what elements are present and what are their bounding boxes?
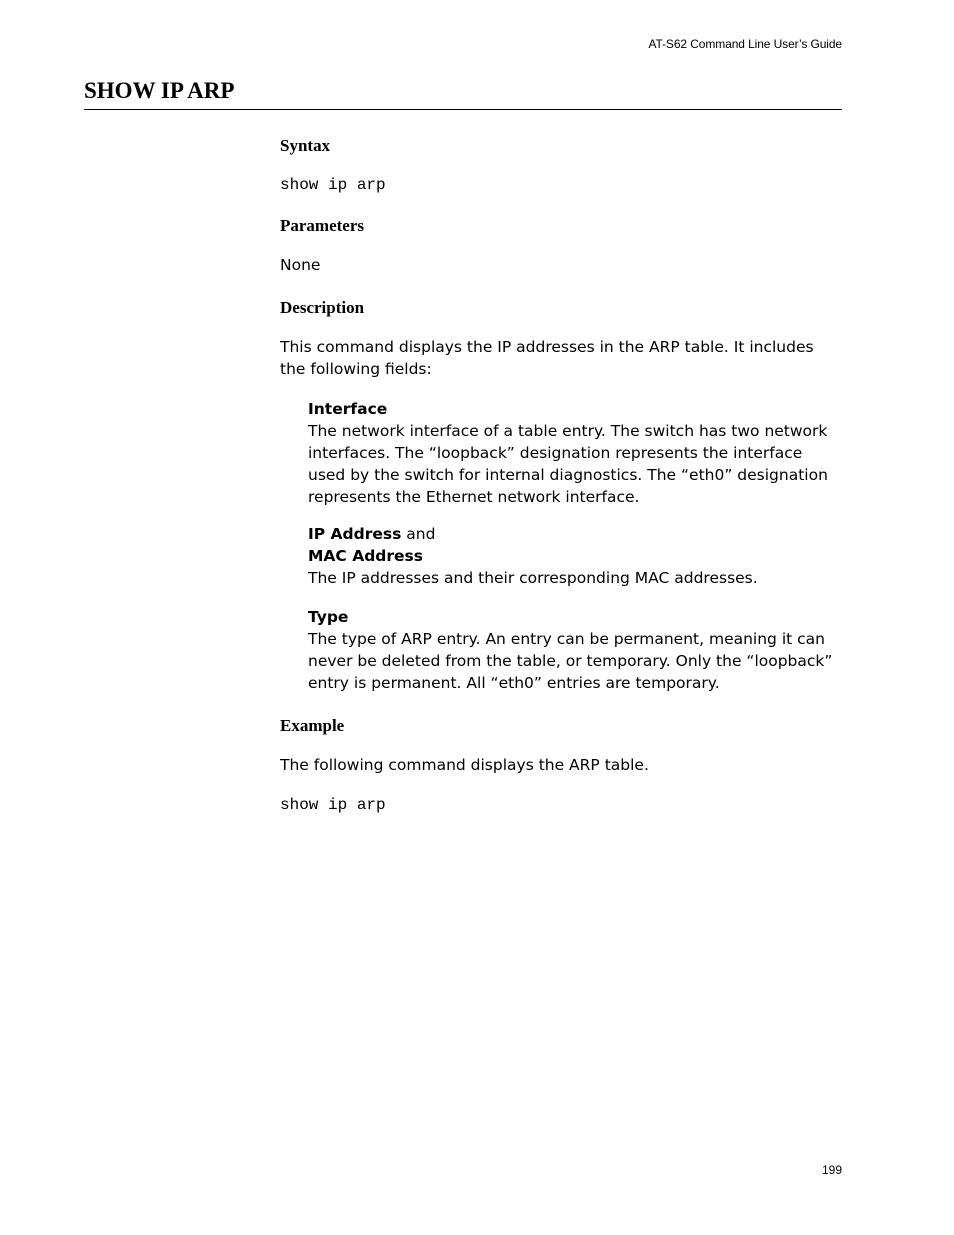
field-term: IP Address xyxy=(308,525,402,543)
description-intro: This command displays the IP addresses in the ARP table. It includes the following fields: xyxy=(280,338,814,378)
page-number: 199 xyxy=(821,1163,842,1177)
parameters-heading: Parameters xyxy=(280,216,365,235)
example-code: show ip arp xyxy=(280,796,386,814)
field-interface xyxy=(308,398,842,508)
parameters-text: None xyxy=(280,256,321,274)
field-ip-mac-address xyxy=(308,523,842,589)
field-type xyxy=(308,606,842,694)
field-text: The IP addresses and their corresponding MAC addresses. xyxy=(308,569,758,587)
syntax-section xyxy=(280,136,842,194)
field-term-line xyxy=(308,523,842,545)
description-section xyxy=(280,298,842,694)
syntax-code: show ip arp xyxy=(280,176,386,194)
field-text: The network interface of a table entry. The switch has two network interfaces. The “loopback” designation represents the interface used by the switch for internal diagnostics. The “eth0” designation represents the Ethernet network interface. xyxy=(308,422,828,506)
syntax-heading: Syntax xyxy=(280,136,331,155)
page-title: SHOW IP ARP xyxy=(84,78,235,103)
example-section xyxy=(280,716,842,814)
content-body xyxy=(280,136,842,814)
example-text: The following command displays the ARP table. xyxy=(280,756,649,774)
title-rule xyxy=(84,109,842,110)
field-term: Type xyxy=(308,608,349,626)
field-term: Interface xyxy=(308,400,388,418)
running-header: AT-S62 Command Line User’s Guide xyxy=(648,37,842,51)
field-term-secondary: MAC Address xyxy=(308,547,423,565)
parameters-section xyxy=(280,216,842,276)
field-joiner: and xyxy=(401,525,436,543)
example-heading: Example xyxy=(280,716,345,735)
field-text: The type of ARP entry. An entry can be permanent, meaning it can never be deleted from the table, or temporary. Only the “loopback” entry is permanent. All “eth0” entries are temporary. xyxy=(308,630,833,692)
description-heading: Description xyxy=(280,298,365,317)
